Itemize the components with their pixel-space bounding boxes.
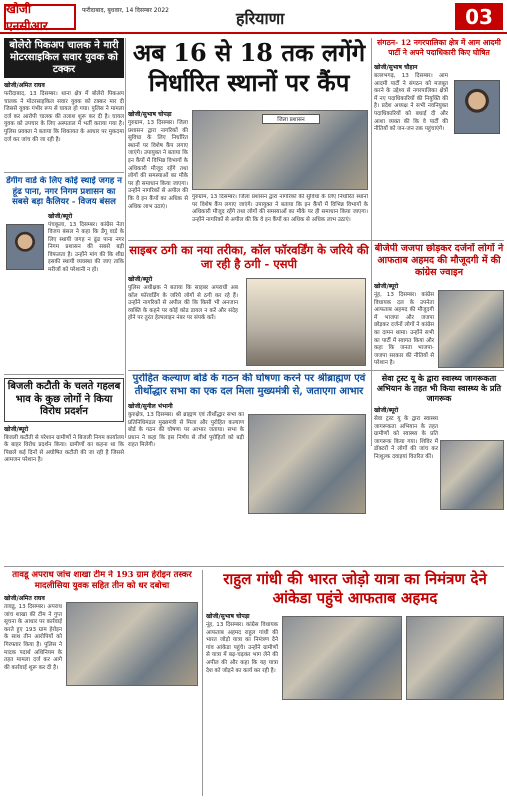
story-body: पंचकूला, 13 दिसम्बर। कांग्रेस नेता विजय बंसल ने कहा कि डेंगू वार्ड के लिए स्थायी जगह न ढूंढ पाना नगर निगम प्रशासन की सबसे बड़ी विफलता है। उन्होंने मांग की कि शीघ्र इसकी स्थायी व्यवस्था की जाए ताकि मरीजों को परेशानी न हो। bbox=[48, 221, 124, 274]
headline: पुरोहित कल्याण बोर्ड के गठन की घोषणा करने पर श्रीब्राह्मण एवं तीर्थोद्धार सभा का एक दल मिला मुख्यमंत्री से, जताएगा आभार bbox=[132, 373, 366, 397]
story-lead-headline bbox=[128, 38, 370, 108]
byline: खोजी/अमित राघव bbox=[4, 595, 45, 602]
section-title: हरियाणा bbox=[236, 9, 285, 28]
rahul-photo bbox=[282, 616, 402, 700]
saibar-photo bbox=[246, 278, 366, 366]
rahul-photo-2 bbox=[406, 616, 504, 700]
divider bbox=[4, 374, 124, 375]
newspaper-logo: खोजी एनसीआर bbox=[4, 4, 76, 30]
byline: खोजी/ब्यूरो bbox=[4, 425, 29, 433]
story-bolero bbox=[4, 38, 124, 170]
story-body: बिजली कटौती से परेशान ग्रामीणों ने बिजली निगम कार्यालय के बाहर विरोध प्रदर्शन किया। ग्रामीणों का कहना था कि पिछले कई दिनों से अघोषित कटौती की जा रही है जिससे आमजन परेशान है। bbox=[4, 434, 124, 464]
byline: खोजी/अमित राघव bbox=[4, 82, 45, 89]
byline: खोजी/ब्यूरो bbox=[128, 276, 153, 283]
column-divider bbox=[371, 38, 372, 446]
story-body: सेवा ट्रस्ट यू के द्वारा स्वास्थ्य जागरूकता अभियान के तहत ग्रामीणों को स्वास्थ्य के प्रति जागरूक किया गया। शिविर में डॉक्टरों ने लोगों की जांच कर निःशुल्क दवाइयां वितरित कीं। bbox=[374, 416, 438, 460]
headline: सेवा ट्रस्ट यू के द्वारा स्वास्थ्य जागरूकता अभियान के तहत भी किया स्वास्थ्य के प्रति जागरूक bbox=[376, 373, 502, 403]
headline: डेंगीग वार्ड के लिए कोई स्थाई जगह न हूंढ पाना, नगर निगम प्रशासन का सबसे बड़ा कैलियर - विजय बंसल bbox=[6, 176, 122, 207]
edition-dateline: फरीदाबाद, बुधवार, 14 दिसम्बर 2022 bbox=[82, 7, 169, 14]
story-sangathan bbox=[374, 38, 504, 242]
byline: खोजी/सुभाष चोपड़ा bbox=[128, 111, 172, 118]
byline: खोजी/ब्यूरो bbox=[48, 212, 73, 220]
divider bbox=[4, 566, 504, 567]
headline: बोलेरो पिकअप चालक ने मारी मोटरसाइकिल सवार युवक को टक्कर bbox=[4, 38, 124, 78]
story-lead-cont bbox=[192, 194, 368, 238]
headline: संगठन- 12 नगरपालिका क्षेत्र में आम आदमी पार्टी ने अपने पदाधिकारी किए घोषित bbox=[377, 38, 501, 57]
masthead bbox=[0, 0, 507, 34]
headline: राहुल गांधी की भारत जोड़ो यात्रा का निमंत्रण देने आंकेडा पहुंचे आफताब अहमद bbox=[223, 570, 487, 607]
story-body: कुरुक्षेत्र, 13 दिसम्बर। श्री ब्राह्मण एवं तीर्थोद्धार सभा का प्रतिनिधिमंडल मुख्यमंत्री से मिला और पुरोहित कल्याण बोर्ड के गठन की घोषणा पर आभार जताया। सभा के प्रधान ने कहा कि इस निर्णय से तीर्थ पुरोहितों को बड़ी राहत मिलेगी। bbox=[128, 412, 244, 449]
byline: खोजी/सुनील भंभानी bbox=[128, 403, 173, 410]
column-divider bbox=[202, 570, 203, 796]
story-bijli bbox=[4, 378, 124, 564]
story-body: नूंह, 13 दिसम्बर। कांग्रेस विधायक दल के उपनेता आफताब अहमद की मौजूदगी में भाजपा और जजपा छोड़कर दर्जनों लोगों ने कांग्रेस का दामन थामा। उन्होंने सभी का पार्टी में स्वागत किया और कहा कि जनता भाजपा-जजपा सरकार की नीतियों से परेशान है। bbox=[374, 292, 434, 367]
headline: बीजेपी जजपा छोड़कर दर्जनों लोगों ने आफताब अहमद की मौजूदगी में की कांग्रेस ज्वाइन bbox=[374, 243, 504, 278]
story-body: गुरुग्राम, 13 दिसम्बर। जिला प्रशासन द्वारा नागरिकों की सुविधा के लिए निर्धारित स्थानों पर विशेष कैंप लगाए जाएंगे। उपायुक्त ने बताया कि इन कैंपों में विभिन्न विभागों के अधिकारी मौजूद रहेंगे तथा लोगों की समस्याओं का मौके पर ही समाधान किया जाएगा। उन्होंने नागरिकों से अपील की कि वे इन कैंपों का अधिक से अधिक लाभ उठाएं। bbox=[128, 120, 188, 210]
byline: खोजी/ब्यूरो bbox=[374, 283, 399, 290]
tavdu-photo bbox=[66, 602, 198, 686]
headline: तावडू अपराध जांच शाखा टीम ने 193 ग्राम हेरोइन तस्कर मादलीसिया युवक सहित तीन को धर दबोचा bbox=[12, 570, 192, 591]
photo-caption: जिला प्रशासन bbox=[262, 114, 320, 124]
story-body: फरीदाबाद, 13 दिसम्बर। थाना क्षेत्र में बोलेरो पिकअप चालक ने मोटरसाइकिल सवार युवक को टक्कर मार दी जिससे युवक गंभीर रूप से घायल हो गया। पुलिस ने मामला दर्ज कर आरोपी चालक की तलाश शुरू कर दी है। घायल युवक को उपचार के लिए अस्पताल में भर्ती कराया गया है। पुलिस प्रवक्ता ने बताया कि शिकायत के आधार पर मुकदमा दर्ज कर जांच की जा रही है। bbox=[4, 91, 124, 143]
story-dengue bbox=[4, 176, 124, 372]
story-body: तावडू, 13 दिसम्बर। अपराध जांच शाखा की टीम ने गुप्त सूचना के आधार पर कार्रवाई करते हुए 193 ग्राम हेरोइन के साथ तीन आरोपियों को गिरफ्तार किया है। पुलिस ने मादक पदार्थ अधिनियम के तहत मामला दर्ज कर आगे की कार्रवाई शुरू कर दी है। bbox=[4, 604, 62, 671]
headline: साइबर ठगी का नया तरीका, कॉल फॉरवर्डिंग के जरिये की जा रही है ठगी - एसपी bbox=[129, 243, 369, 271]
bjp-photo bbox=[438, 290, 504, 368]
author-portrait bbox=[6, 224, 44, 270]
headline: बिजली कटौती के चलते गहलब भाव के कुछ लोगों ने किया विरोध प्रदर्शन bbox=[4, 378, 124, 422]
column-divider bbox=[125, 38, 126, 438]
purohit-photo bbox=[248, 414, 366, 514]
story-body: पुलिस अधीक्षक ने बताया कि साइबर अपराधी अब कॉल फॉरवर्डिंग के जरिये लोगों से ठगी कर रहे हैं। उन्होंने नागरिकों से अपील की कि किसी भी अनजान व्यक्ति के कहने पर कोई कोड डायल न करें और संदेह होने पर तुरंत हेल्पलाइन नंबर पर संपर्क करें। bbox=[128, 285, 238, 322]
story-lead-body bbox=[128, 110, 188, 238]
byline: खोजी/सुभाष चोपड़ा bbox=[206, 613, 250, 620]
trust-photo bbox=[440, 440, 504, 510]
story-body: बल्लभगढ़, 13 दिसम्बर। आम आदमी पार्टी ने संगठन को मजबूत करने के उद्देश्य से नगरपालिका क्षेत्रों में नए पदाधिकारियों की नियुक्ति की है। प्रदेश अध्यक्ष ने सभी नवनियुक्त पदाधिकारियों को बधाई दी और आशा व्यक्त की कि वे पार्टी की नीतियों को जन-जन तक पहुंचाएंगे। bbox=[374, 73, 448, 133]
divider bbox=[4, 172, 124, 173]
author-portrait bbox=[454, 80, 500, 134]
story-body: नूंह, 13 दिसम्बर। कांग्रेस विधायक आफताब अहमद राहुल गांधी की भारत जोड़ो यात्रा का निमंत्रण देने गांव आंकेडा पहुंचे। उन्होंने ग्रामीणों से यात्रा में बढ़-चढ़कर भाग लेने की अपील की और कहा कि यह यात्रा देश को जोड़ने का कार्य कर रही है। bbox=[206, 622, 278, 674]
byline: खोजी/सुभाष चौहान bbox=[374, 64, 418, 71]
story-body: गुरुग्राम, 13 दिसम्बर। जिला प्रशासन द्वारा नागरिकों की सुविधा के लिए निर्धारित स्थानों पर विशेष कैंप लगाए जाएंगे। उपायुक्त ने बताया कि इन कैंपों में विभिन्न विभागों के अधिकारी मौजूद रहेंगे तथा लोगों की समस्याओं का मौके पर ही समाधान किया जाएगा। उन्होंने नागरिकों से अपील की कि वे इन कैंपों का अधिक से अधिक लाभ उठाएं। bbox=[192, 194, 368, 223]
headline: अब 16 से 18 तक लगेंगे निर्धारित स्थानों पर कैंप bbox=[132, 38, 366, 97]
page-number: 03 bbox=[455, 3, 503, 30]
divider bbox=[128, 240, 504, 241]
byline: खोजी/ब्यूरो bbox=[374, 407, 399, 414]
divider bbox=[128, 370, 504, 371]
